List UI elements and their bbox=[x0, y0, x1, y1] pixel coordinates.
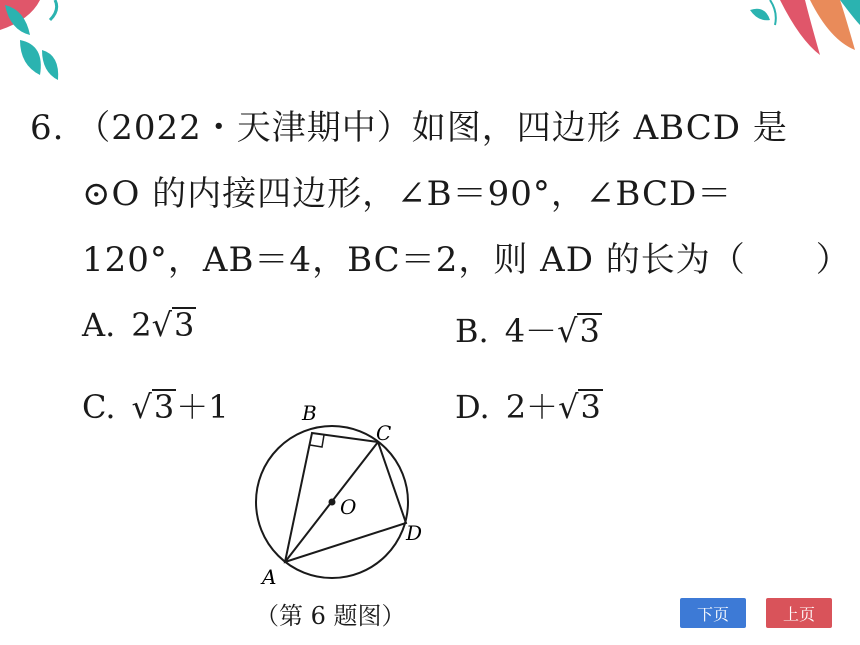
question-line-1 bbox=[30, 100, 788, 149]
center-point bbox=[329, 499, 336, 506]
corner-leaf-decoration-right bbox=[730, 0, 860, 70]
option-d-prefix: 2＋ bbox=[505, 388, 559, 426]
question-line-2: ⊙O 的内接四边形，∠B＝90°，∠BCD＝ bbox=[82, 174, 733, 214]
option-b-letter: B. bbox=[455, 312, 489, 350]
figure-caption: （第 6 题图） bbox=[255, 602, 406, 630]
option-b-prefix: 4－ bbox=[504, 312, 558, 350]
option-d-letter: D. bbox=[455, 388, 490, 426]
geometry-figure bbox=[240, 400, 440, 595]
option-a-radicand: 3 bbox=[174, 306, 195, 344]
label-b: B bbox=[302, 401, 317, 425]
question-line-3: 120°，AB＝4，BC＝2，则 AD 的长为（ ） bbox=[82, 240, 851, 280]
option-a[interactable] bbox=[82, 306, 196, 344]
option-c[interactable] bbox=[82, 382, 229, 428]
label-a: A bbox=[262, 565, 277, 589]
option-d-radicand: 3 bbox=[580, 388, 601, 426]
corner-leaf-decoration-left bbox=[0, 0, 80, 90]
option-a-letter: A. bbox=[82, 306, 116, 344]
prev-page-button[interactable]: 上页 bbox=[766, 598, 832, 628]
sqrt-symbol: √3 bbox=[151, 306, 195, 344]
sqrt-symbol: √3 bbox=[558, 388, 601, 426]
label-d: D bbox=[406, 521, 423, 545]
option-d[interactable] bbox=[455, 382, 603, 428]
label-o: O bbox=[340, 495, 357, 519]
sqrt-symbol: √3 bbox=[131, 388, 175, 426]
option-a-coef: 2 bbox=[131, 306, 152, 344]
option-b[interactable] bbox=[455, 306, 602, 352]
option-c-radicand: 3 bbox=[153, 388, 175, 426]
question-line-1-text: 如图，四边形 ABCD 是 bbox=[411, 108, 788, 148]
option-c-suffix: ＋1 bbox=[176, 388, 229, 426]
question-source: （2022・天津期中） bbox=[76, 108, 412, 148]
next-page-button[interactable]: 下页 bbox=[680, 598, 746, 628]
option-b-radicand: 3 bbox=[579, 312, 600, 350]
option-c-letter: C. bbox=[82, 388, 116, 426]
label-c: C bbox=[376, 421, 392, 445]
sqrt-symbol: √3 bbox=[557, 312, 600, 350]
question-number: 6. bbox=[30, 108, 65, 148]
